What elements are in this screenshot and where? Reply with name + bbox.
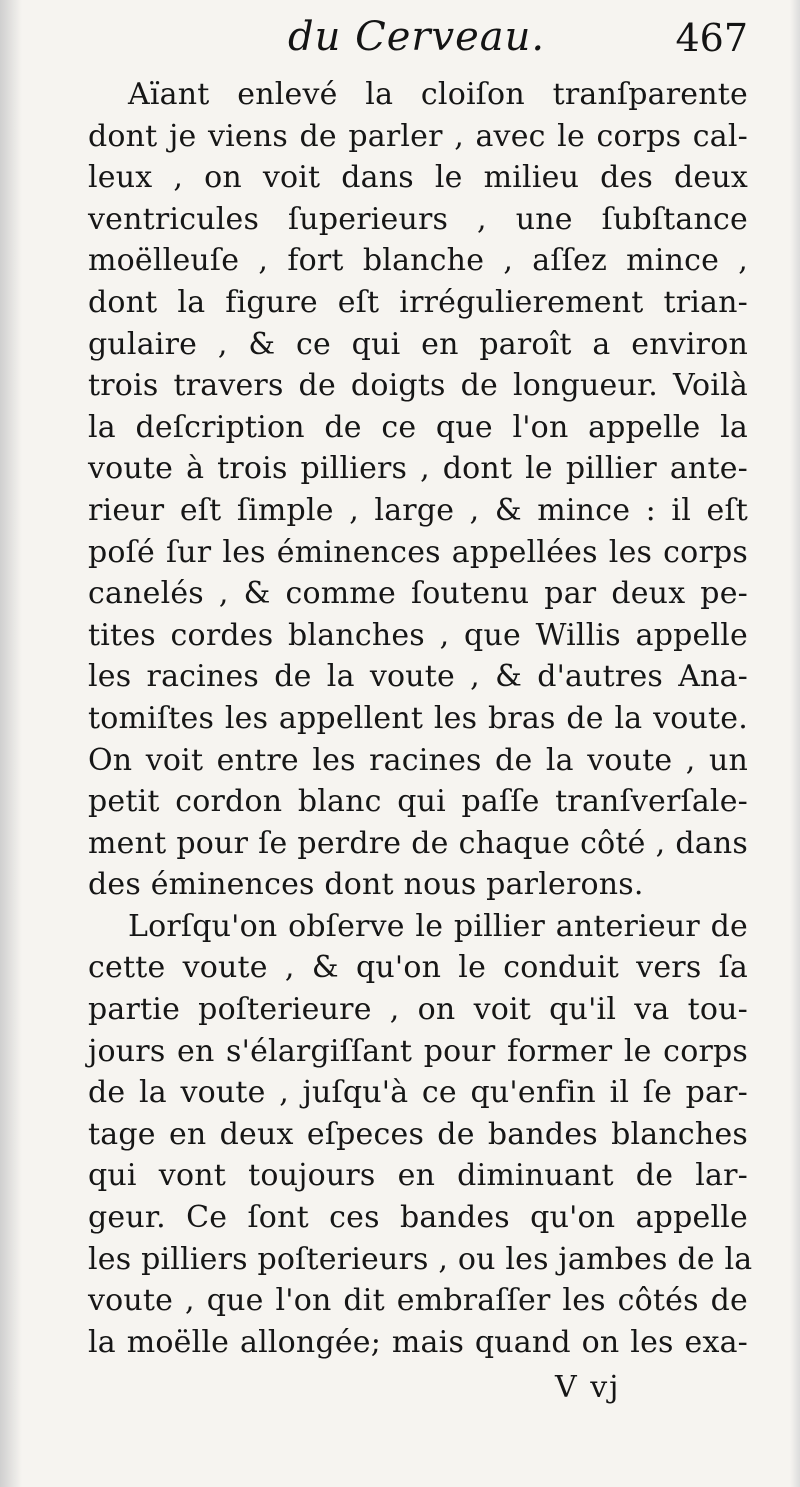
text-line: moëlleuſe , fort blanche , aſſez mince , — [88, 243, 748, 279]
page-header — [90, 14, 770, 70]
text-line: la moëlle allongée; mais quand on les exa- — [88, 1324, 748, 1360]
text-line: dont je viens de parler , avec le corps cal- — [88, 118, 748, 154]
text-line: la deſcription de ce que l'on appelle la — [88, 409, 748, 445]
running-title: du Cerveau. — [288, 14, 546, 60]
text-line: ventricules ſuperieurs , une ſubſtance — [88, 201, 748, 237]
text-line: partie poſterieure , on voit qu'il va tou- — [88, 992, 748, 1028]
paragraph-2 — [88, 906, 753, 1364]
text-line: qui vont toujours en diminuant de lar- — [88, 1158, 748, 1194]
paragraph-1 — [88, 74, 748, 906]
text-line: geur. Ce ſont ces bandes qu'on appelle — [88, 1200, 748, 1236]
text-line: trois travers de doigts de longueur. Voilà — [88, 368, 748, 404]
text-line: les racines de la voute , & d'autres Ana- — [88, 659, 748, 695]
text-line: poſé ſur les éminences appellées les corps — [88, 534, 748, 570]
text-line: ment pour ſe perdre de chaque côté , dans — [88, 825, 748, 861]
text-line: les pilliers poſterieurs , ou les jambes de la — [88, 1241, 753, 1277]
text-line: Aïant enlevé la cloiſon tranſparente — [128, 77, 748, 112]
text-line: dont la figure eſt irrégulierement trian- — [88, 284, 748, 320]
text-line: des éminences dont nous parlerons. — [88, 867, 644, 903]
page-edge — [790, 0, 800, 1487]
page-number: 467 — [675, 16, 748, 60]
signature-mark: V vj — [555, 1370, 621, 1405]
text-line: tites cordes blanches , que Willis appelle — [88, 617, 748, 653]
text-line: canelés , & comme ſoutenu par deux pe- — [88, 576, 748, 612]
text-line: tomiſtes les appellent les bras de la voute. — [88, 700, 748, 736]
text-line: de la voute , juſqu'à ce qu'enfin il ſe par- — [88, 1075, 748, 1111]
text-line: jours en s'élargiſſant pour former le corps — [88, 1033, 748, 1069]
text-line: On voit entre les racines de la voute , un — [88, 742, 748, 778]
text-line: voute à trois pilliers , dont le pillier ante- — [88, 451, 748, 487]
text-line: Lorſqu'on obſerve le pillier anterieur de — [128, 908, 748, 944]
text-line: cette voute , & qu'on le conduit vers ſa — [88, 950, 748, 986]
text-line: tage en deux eſpeces de bandes blanches — [88, 1116, 748, 1152]
text-line: rieur eſt ſimple , large , & mince : il eſt — [88, 492, 748, 528]
text-line: petit cordon blanc qui paſſe tranſverſale- — [88, 784, 748, 820]
body-text — [88, 74, 753, 1363]
text-line: leux , on voit dans le milieu des deux — [88, 160, 748, 196]
text-line: voute , que l'on dit embraſſer les côtés de — [88, 1283, 748, 1319]
text-line: gulaire , & ce qui en paroît a environ — [88, 326, 748, 362]
gutter-shadow — [0, 0, 22, 1487]
